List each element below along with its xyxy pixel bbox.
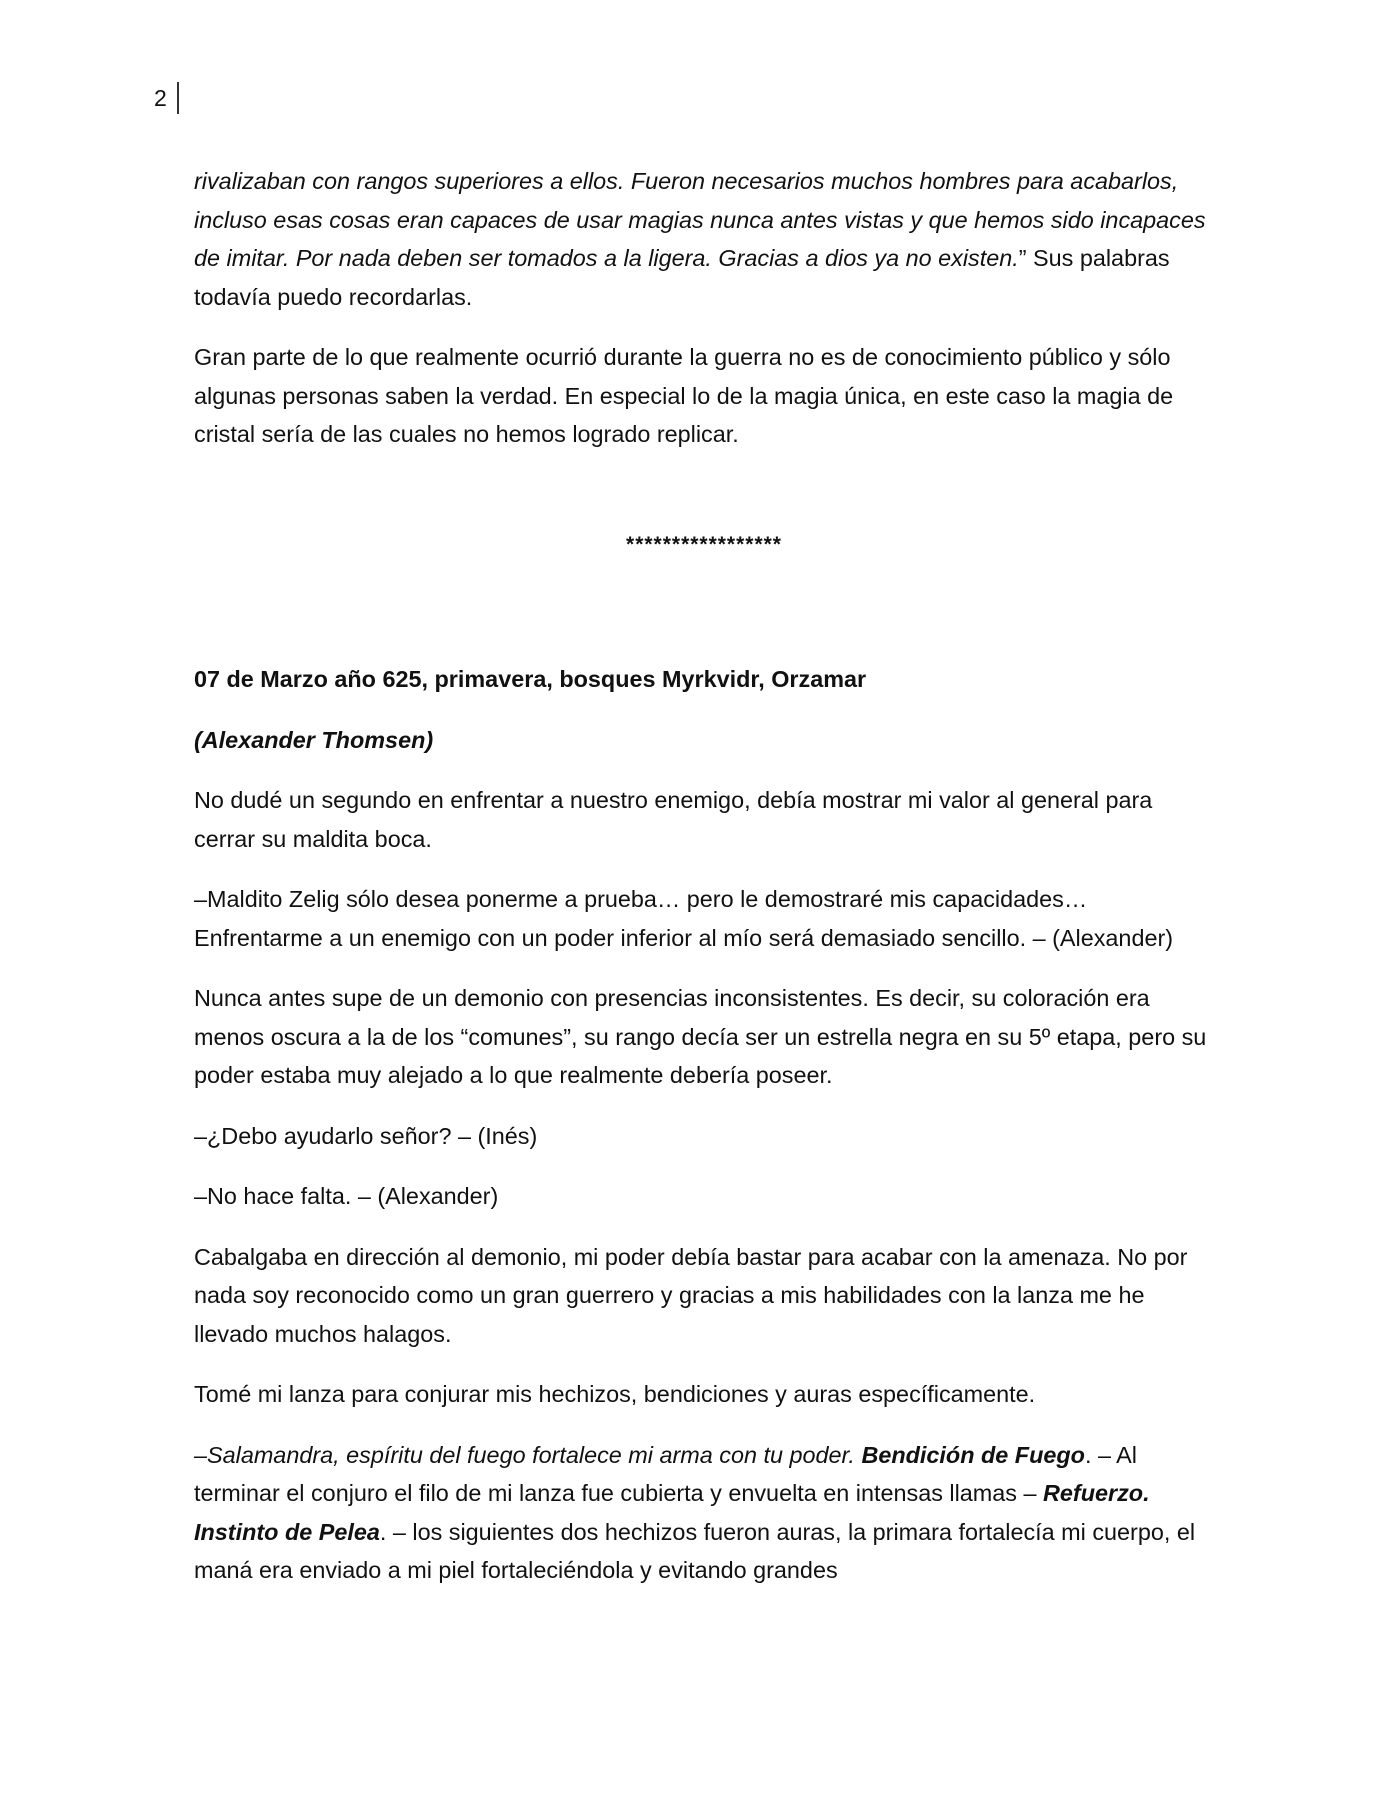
paragraph-demon: Nunca antes supe de un demonio con presencias inconsistentes. Es decir, su coloración era menos oscura a la de los “comunes”, su rango decía ser un estrella negra en su 5º etapa, pero su poder estaba muy alejado a lo que realmente debería poseer. [194,985,1207,1088]
paragraph-spells [194,1436,1214,1590]
quote-italic-text: rivalizaban con rangos superiores a ellos. Fueron necesarios muchos hombres para acabarlos, incluso esas cosas eran capaces de usar magias nunca antes vistas y que hemos sido incapaces de imitar. Por nada deben ser tomados a la ligera. Gracias a dios ya no existen. [194,168,1206,271]
spell-name-reinforcement: Refuerzo. Instinto de Pelea [194,1480,1150,1545]
spell-text-1: . – Al terminar el conjuro el filo de mi lanza fue cubierta y envuelta en intensas llamas – [194,1441,1137,1506]
paragraph-quote-ending [194,162,1214,316]
paragraph-enemy: No dudé un segundo en enfrentar a nuestro enemigo, debía mostrar mi valor al general para cerrar su maldita boca. [194,787,1153,852]
document-body [194,162,1214,1612]
dialogue-alexander-1: –Maldito Zelig sólo desea ponerme a prueba… pero le demostraré mis capacidades… Enfrentarme a un enemigo con un poder inferior al mío será demasiado sencillo. – (Alexander) [194,886,1174,951]
page-number: 2 [154,84,167,111]
quote-trailing-text: ” Sus palabras todavía puedo recordarlas. [194,245,1170,310]
paragraph-ride: Cabalgaba en dirección al demonio, mi poder debía bastar para acabar con la amenaza. No por nada soy reconocido como un gran guerrero y gracias a mis habilidades con la lanza me he llevado muchos halagos. [194,1243,1188,1347]
spell-name-fire-blessing: Bendición de Fuego [861,1441,1085,1468]
dialogue-alexander-2: –No hace falta. – (Alexander) [194,1183,499,1209]
narrator-label: (Alexander Thomsen) [194,726,434,753]
section-separator: ***************** [626,532,782,556]
chapter-heading: 07 de Marzo año 625, primavera, bosques Myrkvidr, Orzamar [194,666,867,692]
paragraph-lance: Tomé mi lanza para conjurar mis hechizos, bendiciones y auras específicamente. [194,1381,1036,1407]
header-divider [177,82,179,114]
paragraph-war-knowledge: Gran parte de lo que realmente ocurrió durante la guerra no es de conocimiento público y sólo algunas personas saben la verdad. En especial lo de la magia única, en este caso la magia de cristal sería de las cuales no hemos logrado replicar. [194,344,1174,447]
incantation-text: –Salamandra, espíritu del fuego fortalece mi arma con tu poder. [194,1441,855,1468]
page-header [154,82,179,114]
spell-text-2: . – los siguientes dos hechizos fueron auras, la primara fortalecía mi cuerpo, el maná era enviado a mi piel fortaleciéndola y evitando grandes [194,1518,1196,1583]
dialogue-ines: –¿Debo ayudarlo señor? – (Inés) [194,1122,538,1149]
